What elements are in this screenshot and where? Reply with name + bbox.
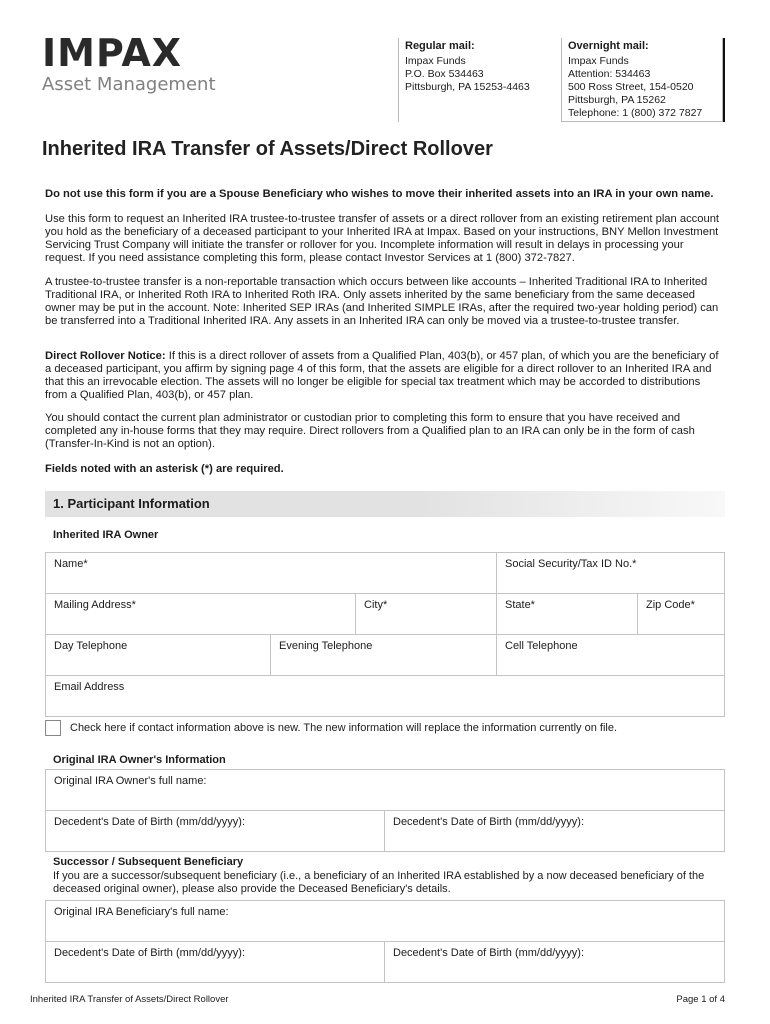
- form-title: Inherited IRA Transfer of Assets/Direct Rollover: [42, 138, 493, 160]
- name-label: Name*: [54, 558, 88, 570]
- section-title: 1. Participant Information: [53, 496, 210, 511]
- logo-wordmark: IMPAX: [42, 31, 183, 75]
- new-contact-checkbox-row[interactable]: [45, 720, 617, 736]
- state-label: State*: [505, 599, 535, 611]
- mailing-address-box: [398, 38, 725, 122]
- ssn-field[interactable]: [497, 553, 725, 593]
- beneficiary-dob-field[interactable]: [45, 942, 385, 982]
- original-owner-dob-field[interactable]: [45, 811, 385, 851]
- successor-grid: [45, 900, 725, 983]
- name-field[interactable]: [45, 553, 497, 593]
- original-owner-grid: [45, 769, 725, 852]
- beneficiary-name-label: Original IRA Beneficiary's full name:: [54, 906, 229, 918]
- day-phone-field[interactable]: [45, 635, 271, 675]
- mailing-address-field[interactable]: [45, 594, 356, 634]
- evening-phone-field[interactable]: [271, 635, 497, 675]
- owner-fields-grid: [45, 552, 725, 717]
- successor-heading: Successor / Subsequent Beneficiary: [53, 856, 244, 868]
- address-label: Mailing Address*: [54, 599, 136, 611]
- regular-mail-line: Pittsburgh, PA 15253-4463: [405, 81, 530, 93]
- city-field[interactable]: [356, 594, 497, 634]
- owner-heading: Inherited IRA Owner: [53, 529, 159, 541]
- city-label: City*: [364, 599, 388, 611]
- original-owner-name-field[interactable]: [45, 770, 725, 810]
- new-contact-checkbox-label: Check here if contact information above is new. The new information will replace the information currently on file.: [70, 722, 618, 734]
- day-phone-label: Day Telephone: [54, 640, 128, 652]
- beneficiary-dod-field[interactable]: [385, 942, 725, 982]
- evening-phone-label: Evening Telephone: [279, 640, 373, 652]
- overnight-mail-line: Telephone: 1 (800) 372 7827: [568, 107, 703, 119]
- decorative-black-bar: [723, 38, 725, 122]
- contact-paragraph: You should contact the current plan administrator or custodian prior to completing this form to ensure that you have received and completed any in-house forms that they may require. Direct rollovers from a Qualified plan to an IRA can only be in the form of cash (Transfer-In-Kind is not an option).: [45, 412, 695, 450]
- zip-field[interactable]: [638, 594, 725, 634]
- rollover-notice-text: If this is a direct rollover of assets from a Qualified Plan, 403(b), or 457 plan, of which you are the beneficiary of a deceased participant, you affirm by signing page 4 of this form, that the assets are eligible for a direct rollover to an Inherited IRA and that this an irrevocable election. The assets will no longer be eligible for special tax treatment which may be accorded to distributions from a Qualified Plan, 403(b), or 457 plan.: [45, 350, 719, 401]
- overnight-mail-heading: Overnight mail:: [568, 40, 649, 52]
- original-owner-dod-label: Decedent's Date of Birth (mm/dd/yyyy):: [393, 816, 584, 828]
- overnight-mail-line: Impax Funds: [568, 55, 629, 67]
- company-logo: [42, 31, 216, 95]
- logo-tagline: Asset Management: [42, 74, 216, 95]
- required-fields-note: Fields noted with an asterisk (*) are required.: [45, 463, 284, 475]
- email-label: Email Address: [54, 681, 125, 693]
- cell-phone-label: Cell Telephone: [505, 640, 578, 652]
- successor-description: If you are a successor/subsequent beneficiary (i.e., a beneficiary of an Inherited IRA established by a now deceased beneficiary of the deceased original owner), please also provide the Deceased Beneficiary's details.: [53, 870, 705, 895]
- footer-page-number: Page 1 of 4: [676, 994, 725, 1005]
- overnight-mail-line: 500 Ross Street, 154-0520: [568, 81, 694, 93]
- regular-mail-heading: Regular mail:: [405, 40, 475, 52]
- original-owner-dob-label: Decedent's Date of Birth (mm/dd/yyyy):: [54, 816, 245, 828]
- state-field[interactable]: [497, 594, 638, 634]
- transfer-paragraph: A trustee-to-trustee transfer is a non-reportable transaction which occurs between like accounts – Inherited Traditional IRA to Inherited Traditional IRA, or Inherited Roth IRA to Inherited Roth IRA. Only assets inherited by the same beneficiary from the same deceased owner may be put in the account. Note: Inherited SEP IRAs (and Inherited SIMPLE IRAs, after the required two-year holding period) can be transferred into a Traditional Inherited IRA. Any assets in an Inherited IRA can only be moved via a trustee-to-trustee transfer.: [45, 276, 719, 327]
- overnight-mail-line: Attention: 534463: [568, 68, 651, 80]
- overnight-mail-column: [562, 38, 723, 122]
- original-owner-name-label: Original IRA Owner's full name:: [54, 775, 207, 787]
- overnight-mail-line: Pittsburgh, PA 15262: [568, 94, 666, 106]
- rollover-notice: [45, 350, 725, 402]
- intro-paragraph: Use this form to request an Inherited IRA trustee-to-trustee transfer of assets or a direct rollover from an existing retirement plan account you hold as the beneficiary of a deceased participant to your Inherited IRA at Impax. Based on your instructions, BNY Mellon Investment Servicing Trust Company will initiate the transfer or rollover for you. Incomplete information will result in delays in processing your request. If you need assistance completing this form, please contact Investor Services at 1 (800) 372-7827.: [45, 213, 720, 264]
- beneficiary-name-field[interactable]: [45, 901, 725, 941]
- new-contact-checkbox[interactable]: [45, 720, 61, 736]
- section-header: [45, 491, 725, 517]
- regular-mail-line: P.O. Box 534463: [405, 68, 484, 80]
- footer-form-name: Inherited IRA Transfer of Assets/Direct Rollover: [30, 994, 229, 1005]
- regular-mail-column: [398, 38, 562, 122]
- rollover-notice-label: Direct Rollover Notice:: [45, 350, 166, 362]
- email-field[interactable]: [45, 676, 725, 716]
- original-owner-heading: Original IRA Owner's Information: [53, 754, 226, 766]
- spouse-warning: Do not use this form if you are a Spouse Beneficiary who wishes to move their inherited assets into an IRA in your own name.: [45, 188, 714, 200]
- cell-phone-field[interactable]: [497, 635, 725, 675]
- regular-mail-line: Impax Funds: [405, 55, 466, 67]
- beneficiary-dod-label: Decedent's Date of Birth (mm/dd/yyyy):: [393, 947, 584, 959]
- original-owner-dod-field[interactable]: [385, 811, 725, 851]
- beneficiary-dob-label: Decedent's Date of Birth (mm/dd/yyyy):: [54, 947, 245, 959]
- zip-label: Zip Code*: [646, 599, 695, 611]
- ssn-label: Social Security/Tax ID No.*: [505, 558, 637, 570]
